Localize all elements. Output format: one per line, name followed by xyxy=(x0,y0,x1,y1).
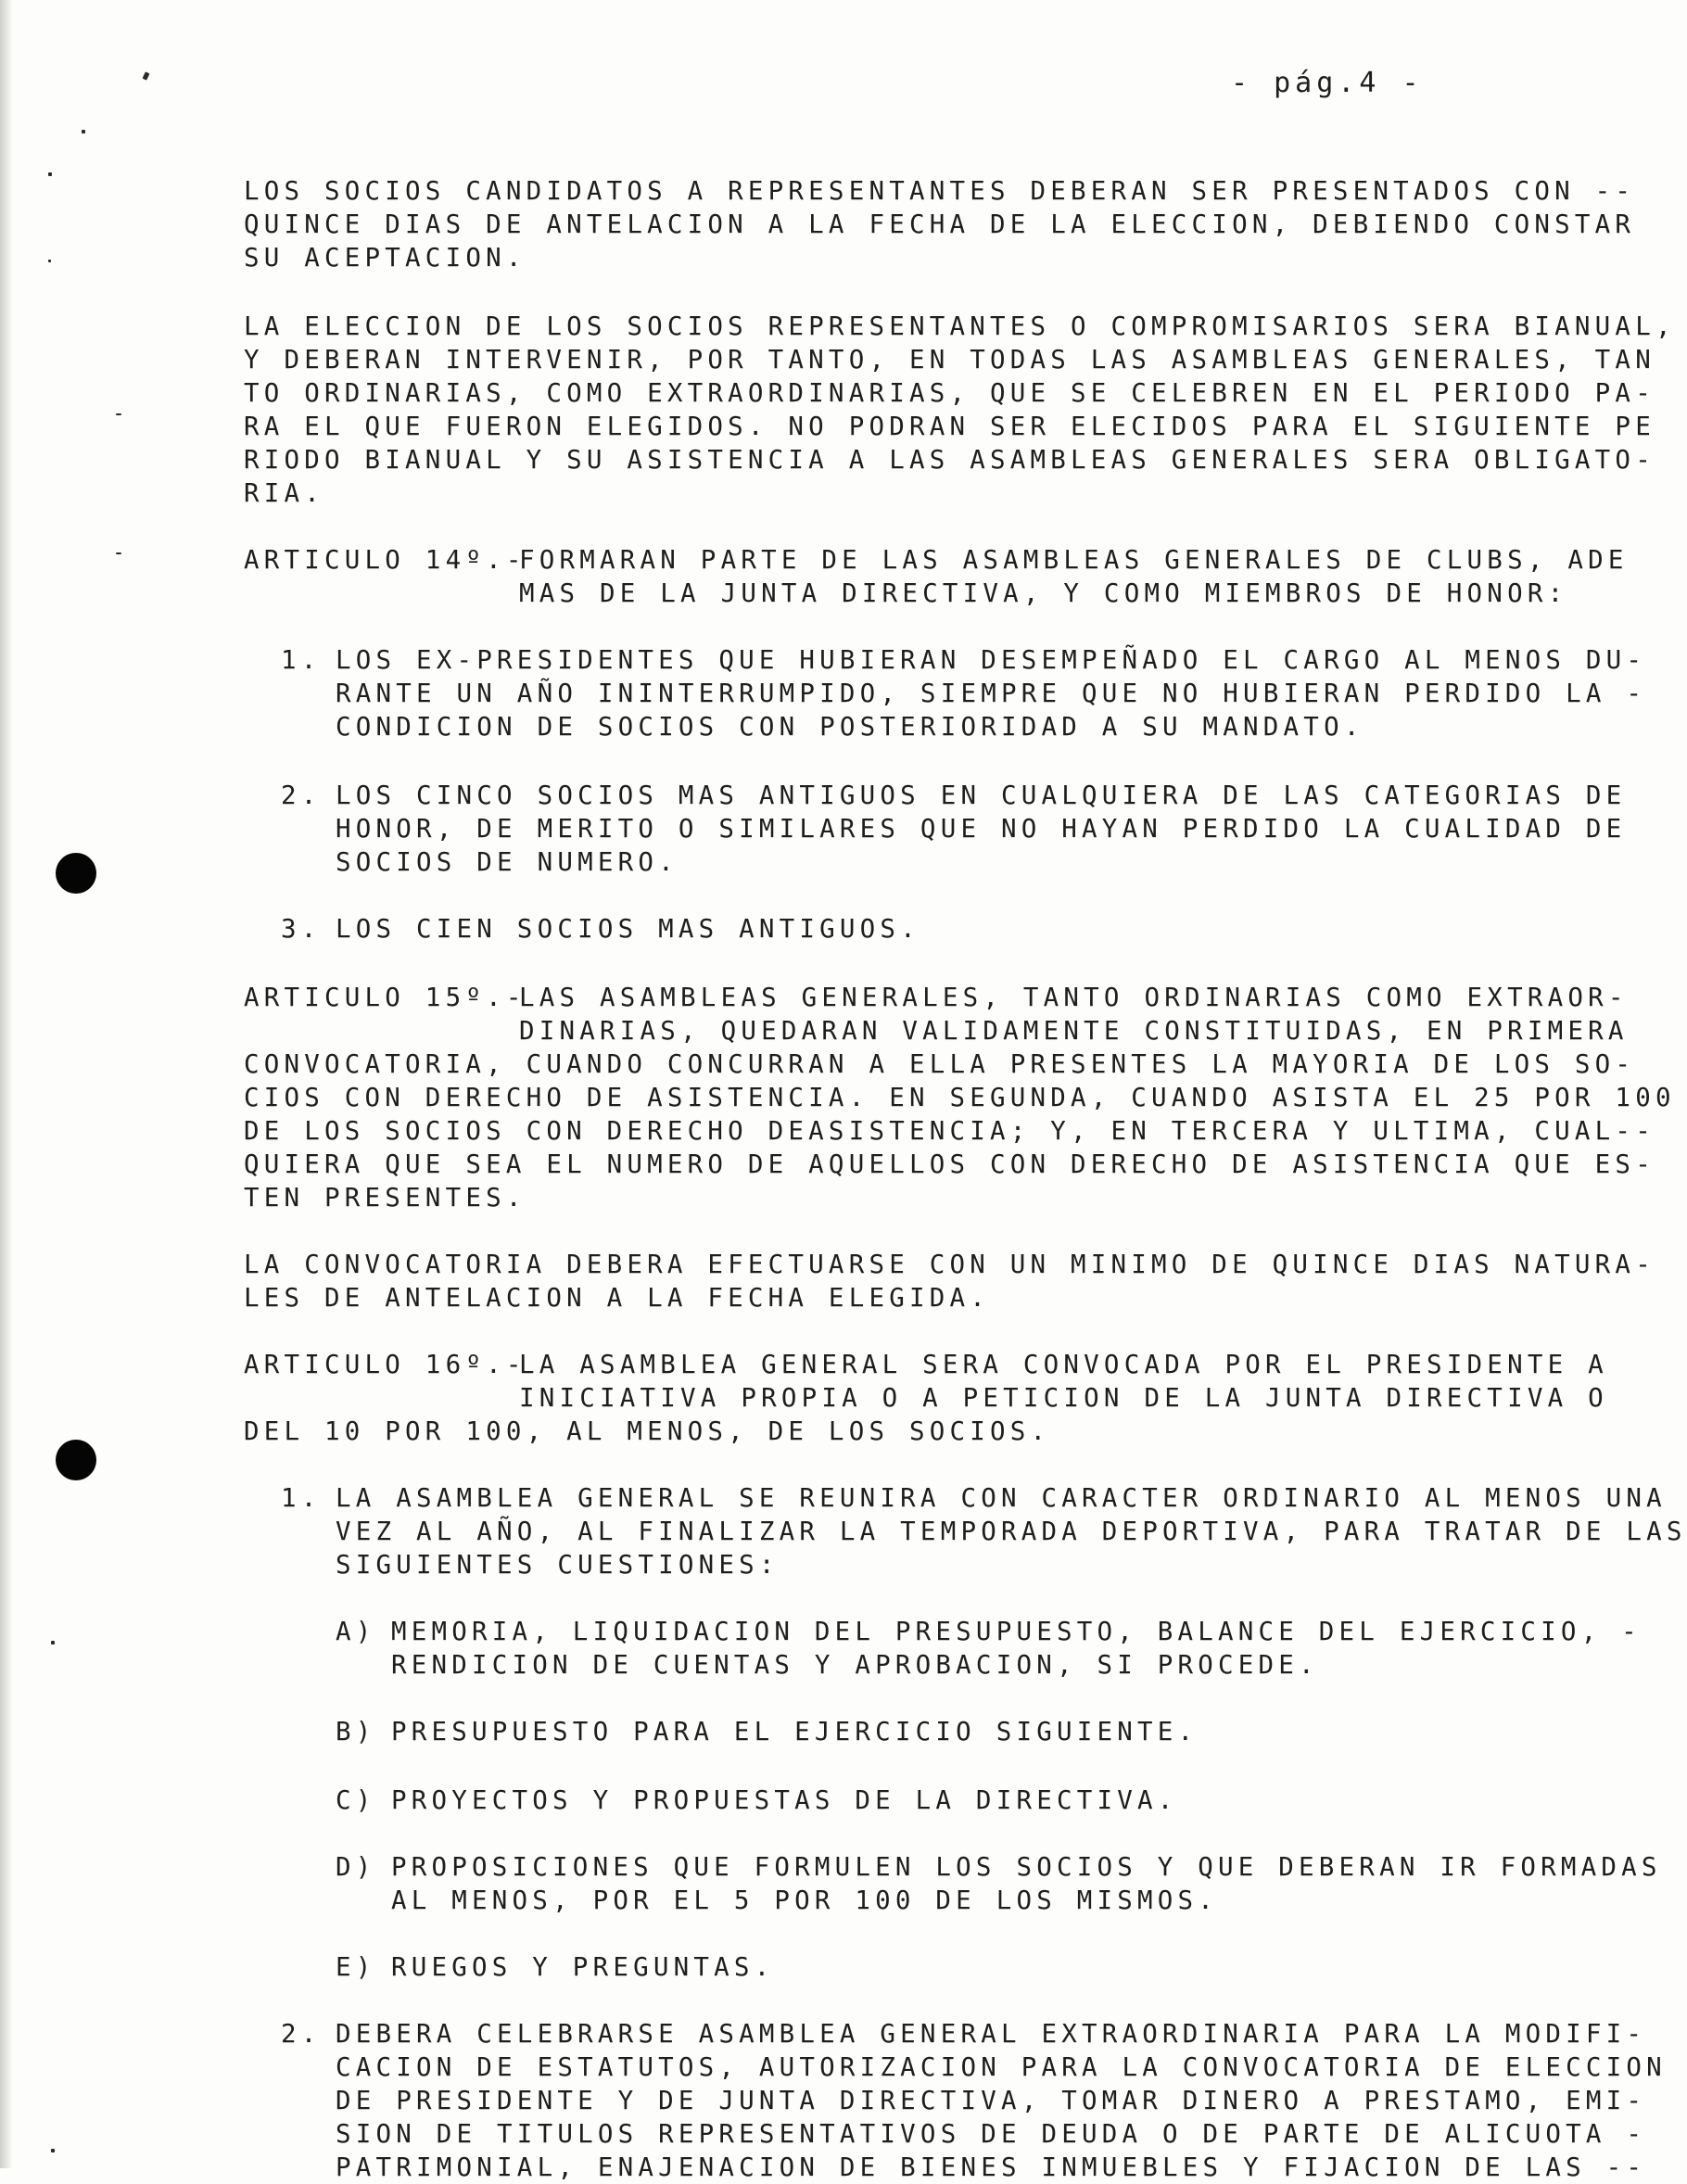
articulo-16-line-3: DEL 10 POR 100, AL MENOS, DE LOS SOCIOS. xyxy=(244,1416,1051,1446)
convocatoria-line-1: LA CONVOCATORIA DEBERA EFECTUARSE CON UN MINIMO DE QUINCE DIAS NATURA- xyxy=(244,1250,1655,1279)
speck-mark xyxy=(116,413,121,415)
speck-mark xyxy=(51,2149,55,2152)
articulo-15-line-4: CIOS CON DERECHO DE ASISTENCIA. EN SEGUNDA, CUANDO ASISTA EL 25 POR 100 xyxy=(244,1083,1676,1112)
punch-hole-icon xyxy=(56,1440,96,1480)
speck-mark xyxy=(51,1641,55,1644)
para-candidatos-line-2: QUINCE DIAS DE ANTELACION A LA FECHA DE LA ELECCION, DEBIENDO CONSTAR xyxy=(244,210,1636,239)
articulo-16-item-1-line-3: SIGUIENTES CUESTIONES: xyxy=(336,1550,780,1580)
subitem-a-label: A) xyxy=(336,1617,376,1646)
articulo-16-heading: ARTICULO 16º.- xyxy=(244,1350,526,1379)
articulo-14-heading: ARTICULO 14º.- xyxy=(244,545,526,575)
articulo-16-line-1: LA ASAMBLEA GENERAL SERA CONVOCADA POR EL PRESIDENTE A xyxy=(519,1350,1608,1379)
articulo-15-line-5: DE LOS SOCIOS CON DERECHO DEASISTENCIA; Y, EN TERCERA Y ULTIMA, CUAL-- xyxy=(244,1116,1655,1146)
convocatoria-line-2: LES DE ANTELACION A LA FECHA ELEGIDA. xyxy=(244,1283,990,1313)
subitem-c-label: C) xyxy=(336,1785,376,1815)
articulo-16-item-1-line-2: VEZ AL AÑO, AL FINALIZAR LA TEMPORADA DEPORTIVA, PARA TRATAR DE LAS xyxy=(336,1517,1687,1546)
punch-hole-icon xyxy=(56,853,96,894)
articulo-15-line-7: TEN PRESENTES. xyxy=(244,1183,526,1213)
subitem-c-line-1: PROYECTOS Y PROPUESTAS DE LA DIRECTIVA. xyxy=(391,1785,1178,1815)
subitem-b-line-1: PRESUPUESTO PARA EL EJERCICIO SIGUIENTE. xyxy=(391,1717,1199,1746)
articulo-16-item-2-line-3: DE PRESIDENTE Y DE JUNTA DIRECTIVA, TOMAR DINERO A PRESTAMO, EMI- xyxy=(336,2086,1647,2115)
articulo-16-item-2-number: 2. xyxy=(281,2019,322,2049)
articulo-14-item-1-line-2: RANTE UN AÑO ININTERRUMPIDO, SIEMPRE QUE NO HUBIERAN PERDIDO LA - xyxy=(336,679,1647,708)
articulo-14-item-3-number: 3. xyxy=(281,914,322,944)
subitem-d-line-2: AL MENOS, POR EL 5 POR 100 DE LOS MISMOS. xyxy=(391,1886,1219,1915)
subitem-a-line-2: RENDICION DE CUENTAS Y APROBACION, SI PROCEDE. xyxy=(391,1650,1319,1680)
articulo-14-item-2-line-1: LOS CINCO SOCIOS MAS ANTIGUOS EN CUALQUIERA DE LAS CATEGORIAS DE xyxy=(336,781,1627,810)
subitem-b-label: B) xyxy=(336,1717,376,1746)
subitem-d-label: D) xyxy=(336,1852,376,1882)
articulo-14-item-3-line-1: LOS CIEN SOCIOS MAS ANTIGUOS. xyxy=(336,914,920,944)
para-eleccion-line-1: LA ELECCION DE LOS SOCIOS REPRESENTANTES O COMPROMISARIOS SERA BIANUAL, xyxy=(244,311,1676,341)
speck-mark xyxy=(48,172,52,176)
articulo-14-line-2: MAS DE LA JUNTA DIRECTIVA, Y COMO MIEMBROS DE HONOR: xyxy=(519,578,1568,608)
para-eleccion-line-2: Y DEBERAN INTERVENIR, POR TANTO, EN TODAS LAS ASAMBLEAS GENERALES, TAN xyxy=(244,345,1655,375)
speck-mark xyxy=(143,71,150,80)
subitem-e-line-1: RUEGOS Y PREGUNTAS. xyxy=(391,1952,775,1982)
articulo-14-item-2-line-2: HONOR, DE MERITO O SIMILARES QUE NO HAYAN PERDIDO LA CUALIDAD DE xyxy=(336,814,1627,844)
subitem-e-label: E) xyxy=(336,1952,376,1982)
articulo-16-item-2-line-1: DEBERA CELEBRARSE ASAMBLEA GENERAL EXTRAORDINARIA PARA LA MODIFI- xyxy=(336,2019,1647,2049)
articulo-15-heading: ARTICULO 15º.- xyxy=(244,983,526,1012)
speck-mark xyxy=(82,130,85,133)
speck-mark xyxy=(116,552,121,554)
articulo-15-line-6: QUIERA QUE SEA EL NUMERO DE AQUELLOS CON DERECHO DE ASISTENCIA QUE ES- xyxy=(244,1149,1655,1179)
articulo-16-item-2-line-5: PATRIMONIAL, ENAJENACION DE BIENES INMUEBLES Y FIJACION DE LAS -- xyxy=(336,2152,1647,2182)
articulo-14-line-1: FORMARAN PARTE DE LAS ASAMBLEAS GENERALES DE CLUBS, ADE xyxy=(519,545,1629,575)
articulo-16-item-1-line-1: LA ASAMBLEA GENERAL SE REUNIRA CON CARACTER ORDINARIO AL MENOS UNA xyxy=(336,1483,1667,1513)
articulo-16-item-1-number: 1. xyxy=(281,1483,322,1513)
articulo-15-line-2: DINARIAS, QUEDARAN VALIDAMENTE CONSTITUIDAS, EN PRIMERA xyxy=(519,1016,1629,1046)
articulo-14-item-2-line-3: SOCIOS DE NUMERO. xyxy=(336,847,679,877)
speck-mark xyxy=(48,260,51,262)
articulo-14-item-2-number: 2. xyxy=(281,781,322,810)
para-eleccion-line-4: RA EL QUE FUERON ELEGIDOS. NO PODRAN SER ELECIDOS PARA EL SIGUIENTE PE xyxy=(244,412,1655,441)
para-candidatos-line-1: LOS SOCIOS CANDIDATOS A REPRESENTANTES DEBERAN SER PRESENTADOS CON -- xyxy=(244,176,1636,206)
para-eleccion-line-6: RIA. xyxy=(244,478,325,508)
articulo-14-item-1-line-1: LOS EX-PRESIDENTES QUE HUBIERAN DESEMPEÑADO EL CARGO AL MENOS DU- xyxy=(336,645,1647,675)
para-eleccion-line-3: TO ORDINARIAS, COMO EXTRAORDINARIAS, QUE SE CELEBREN EN EL PERIODO PA- xyxy=(244,378,1655,408)
articulo-15-line-1: LAS ASAMBLEAS GENERALES, TANTO ORDINARIAS COMO EXTRAOR- xyxy=(519,983,1629,1012)
para-candidatos-line-3: SU ACEPTACION. xyxy=(244,243,526,273)
para-eleccion-line-5: RIODO BIANUAL Y SU ASISTENCIA A LAS ASAMBLEAS GENERALES SERA OBLIGATO- xyxy=(244,445,1655,475)
articulo-16-item-2-line-4: SION DE TITULOS REPRESENTATIVOS DE DEUDA O DE PARTE DE ALICUOTA - xyxy=(336,2119,1647,2149)
subitem-a-line-1: MEMORIA, LIQUIDACION DEL PRESUPUESTO, BALANCE DEL EJERCICIO, - xyxy=(391,1617,1642,1646)
articulo-16-line-2: INICIATIVA PROPIA O A PETICION DE LA JUNTA DIRECTIVA O xyxy=(519,1383,1608,1413)
articulo-15-line-3: CONVOCATORIA, CUANDO CONCURRAN A ELLA PRESENTES LA MAYORIA DE LOS SO- xyxy=(244,1049,1636,1079)
page-number: - pág.4 - xyxy=(1231,67,1424,99)
subitem-d-line-1: PROPOSICIONES QUE FORMULEN LOS SOCIOS Y QUE DEBERAN IR FORMADAS xyxy=(391,1852,1662,1882)
articulo-14-item-1-line-3: CONDICION DE SOCIOS CON POSTERIORIDAD A SU MANDATO. xyxy=(336,712,1364,742)
articulo-14-item-1-number: 1. xyxy=(281,645,322,675)
page-edge-shadow xyxy=(0,0,13,2168)
articulo-16-item-2-line-2: CACION DE ESTATUTOS, AUTORIZACION PARA LA CONVOCATORIA DE ELECCION xyxy=(336,2052,1667,2082)
